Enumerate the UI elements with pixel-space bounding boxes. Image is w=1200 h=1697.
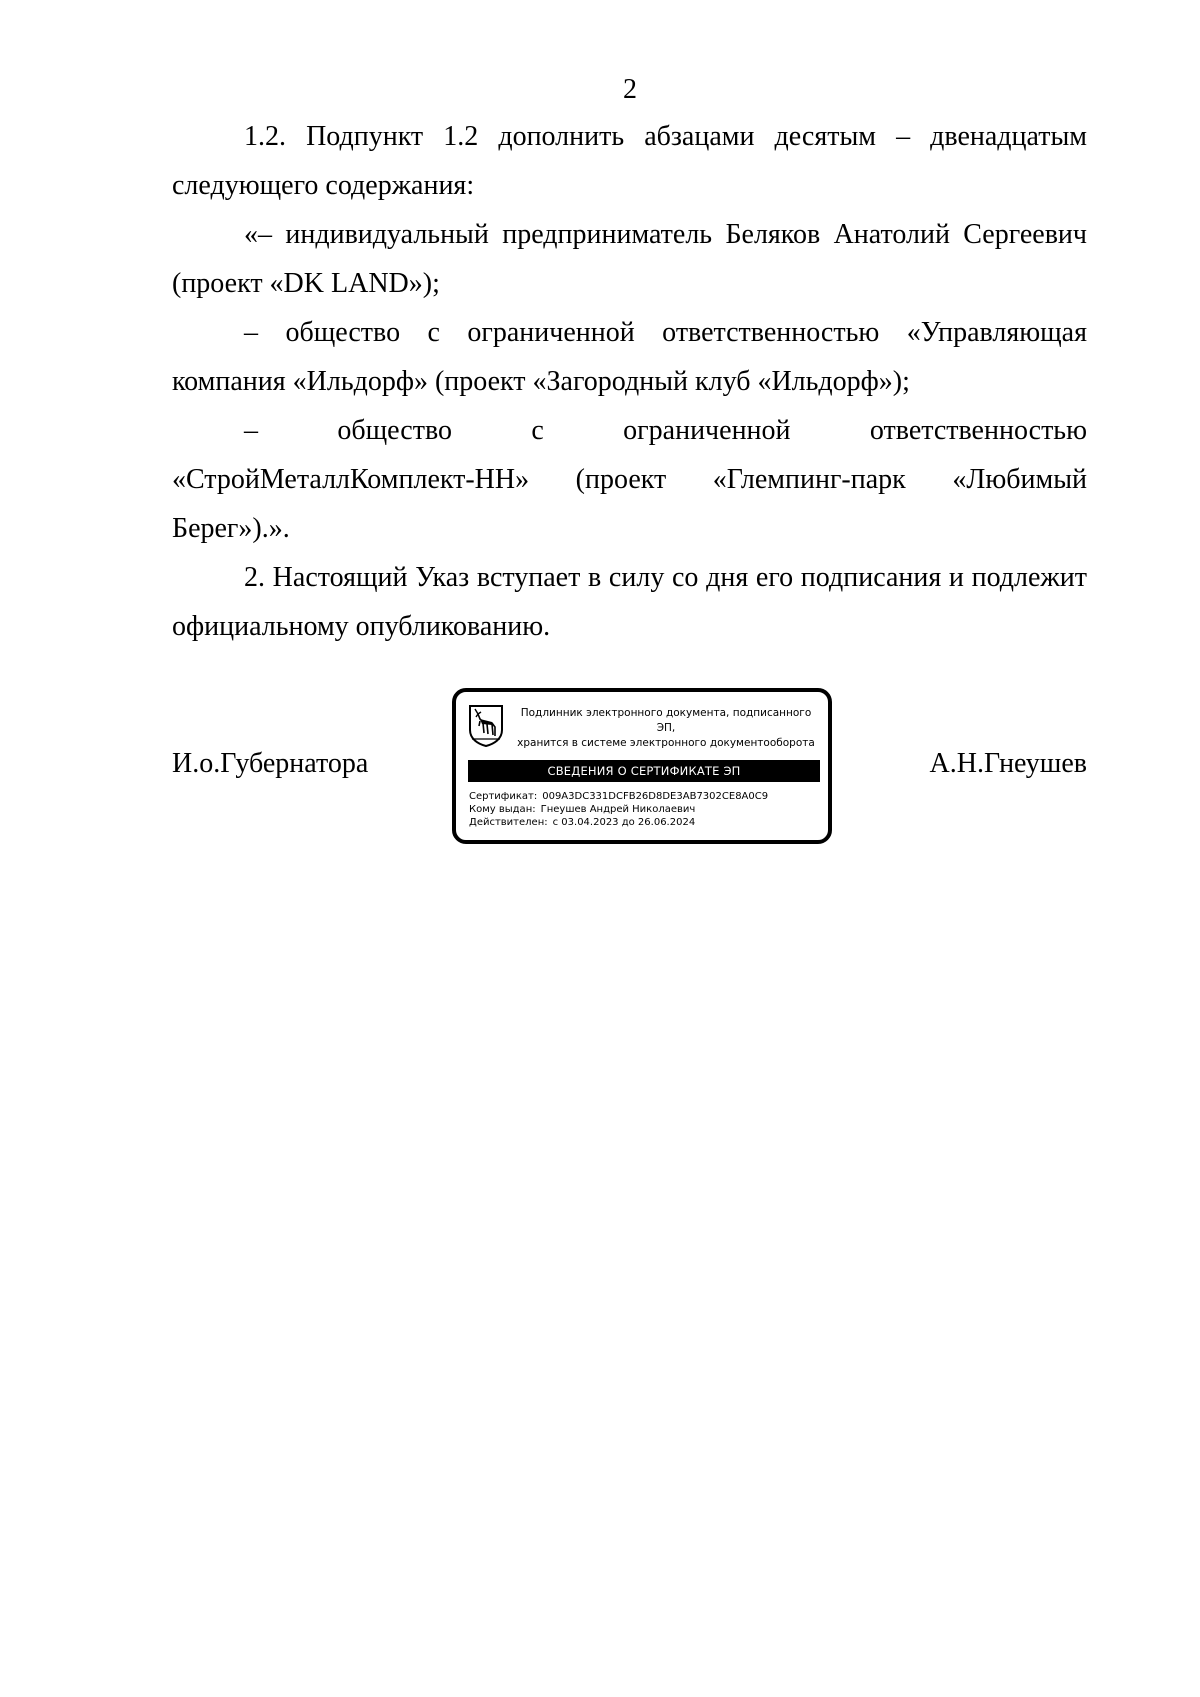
certificate-value: 009A3DC331DCFB26D8DE3AB7302CE8A0C9 <box>542 791 769 802</box>
valid-label: Действителен: <box>469 817 548 828</box>
stamp-original-notice <box>510 706 822 751</box>
stamp-original-line-2: хранится в системе электронного документооборота <box>517 737 815 749</box>
signatory-position: И.о.Губернатора <box>172 748 369 779</box>
stamp-header <box>468 704 820 752</box>
certificate-label: Сертификат: <box>469 791 538 802</box>
paragraph-stroymetall: – общество с ограниченной ответственностью «СтройМеталлКомплект-НН» (проект «Глемпинг-парк «Любимый Берег»).». <box>172 415 1087 544</box>
electronic-signature-stamp <box>452 688 832 844</box>
certificate-info-title: СВЕДЕНИЯ О СЕРТИФИКАТЕ ЭП <box>468 760 820 782</box>
stamp-original-line-1: Подлинник электронного документа, подписанного ЭП, <box>520 707 812 734</box>
paragraph-2-effective: 2. Настоящий Указ вступает в силу со дня его подписания и подлежит официальному опубликованию. <box>172 562 1087 642</box>
signature-block <box>172 688 1087 848</box>
document-body <box>172 112 1087 651</box>
signatory-name: А.Н.Гнеушев <box>929 748 1087 779</box>
valid-value: с 03.04.2023 до 26.06.2024 <box>552 817 696 828</box>
paragraph-ildorf: – общество с ограниченной ответственностью «Управляющая компания «Ильдорф» (проект «Загородный клуб «Ильдорф»); <box>172 317 1087 397</box>
issued-to-row <box>469 803 819 816</box>
certificate-number-row <box>469 790 819 803</box>
paragraph-entrepreneur: «– индивидуальный предприниматель Беляков Анатолий Сергеевич (проект «DK LAND»); <box>172 219 1087 299</box>
issued-to-value: Гнеушев Андрей Николаевич <box>540 804 696 815</box>
validity-row <box>469 816 819 829</box>
page-number: 2 <box>623 74 637 105</box>
paragraph-1-2: 1.2. Подпункт 1.2 дополнить абзацами десятым – двенадцатым следующего содержания: <box>172 121 1087 201</box>
issued-to-label: Кому выдан: <box>469 804 536 815</box>
deer-coat-of-arms-icon <box>468 704 504 748</box>
certificate-details <box>469 790 819 829</box>
